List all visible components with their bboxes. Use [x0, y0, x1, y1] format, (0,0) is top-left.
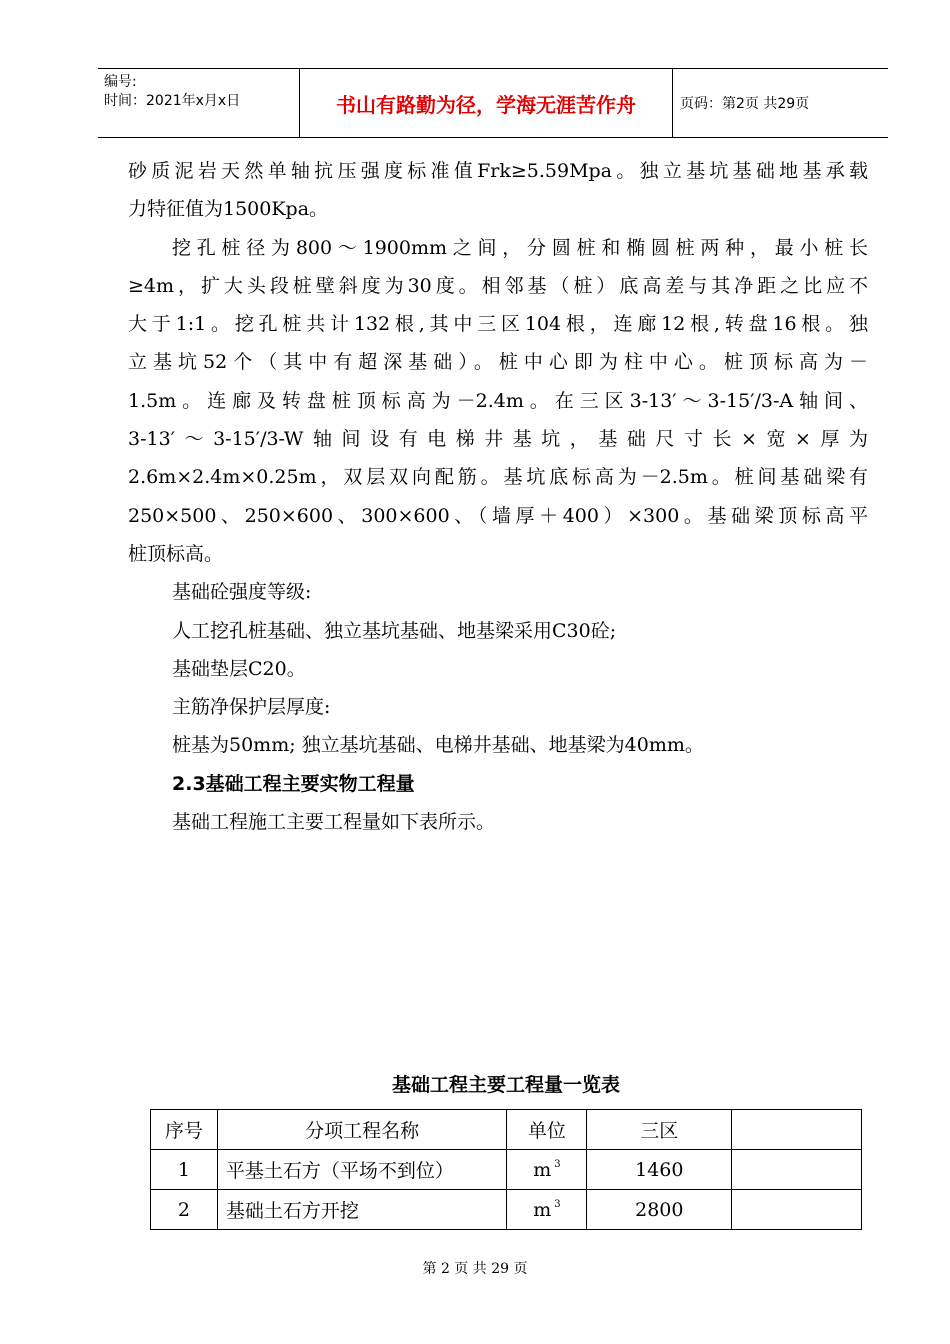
body-line: 3-13′～3-15′/3-W轴间设有电梯井基坑，基础尺寸长×宽×厚为 — [128, 428, 868, 451]
cell-no: 2 — [151, 1190, 218, 1230]
unit-superscript: 3 — [554, 1198, 561, 1210]
header-cell-unit: 单位 — [507, 1110, 587, 1150]
body-line: 挖孔桩径为800～1900mm之间，分圆桩和椭圆桩两种，最小桩长 — [172, 236, 868, 259]
cell-no: 1 — [151, 1150, 218, 1190]
header-cell-extra — [732, 1110, 862, 1150]
body-line: 立基坑52个（其中有超深基础）。桩中心即为柱中心。桩顶标高为－ — [128, 351, 868, 374]
page-footer: 第 2 页 共 29 页 — [422, 1261, 528, 1277]
body-line: 大于1:1。挖孔桩共计132根,其中三区104根，连廊12根,转盘16根。独 — [128, 313, 868, 336]
body-line: 1.5m。连廊及转盘桩顶标高为－2.4m。在三区3-13′～3-15′/3-A轴间、 — [128, 389, 868, 412]
cell-extra — [732, 1190, 862, 1230]
body-line: 2.6m×2.4m×0.25m，双层双向配筋。基坑底标高为－2.5m。桩间基础梁有 — [128, 466, 868, 489]
page-header — [98, 68, 888, 138]
header-meta — [104, 73, 299, 111]
cell-unit — [507, 1150, 587, 1190]
cell-qty: 2800 — [587, 1190, 732, 1230]
table-row — [151, 1150, 862, 1190]
cell-name: 平基土石方（平场不到位） — [217, 1150, 507, 1190]
header-cell-zone3: 三区 — [587, 1110, 732, 1150]
table-title: 基础工程主要工程量一览表 — [391, 1074, 620, 1096]
unit-text: m — [533, 1198, 552, 1221]
header-page-label: 页码：第2页 共29页 — [680, 96, 810, 112]
spec-line: 基础垫层C20。 — [172, 657, 306, 680]
table-header-row — [151, 1110, 862, 1150]
cell-name: 基础土石方开挖 — [217, 1190, 507, 1230]
spec-line: 主筋净保护层厚度: — [172, 696, 331, 719]
body-line: 力特征值为1500Kpa。 — [128, 198, 329, 221]
header-time-label: 时间：2021年x月x日 — [104, 93, 241, 109]
section-heading: 2.3基础工程主要实物工程量 — [172, 772, 415, 795]
cell-unit — [507, 1190, 587, 1230]
header-number-label: 编号: — [104, 74, 137, 90]
table-row — [151, 1190, 862, 1230]
header-cell-name: 分项工程名称 — [217, 1110, 507, 1150]
spec-line: 基础砼强度等级: — [172, 581, 312, 604]
quantity-table — [150, 1109, 862, 1230]
body-line: 砂质泥岩天然单轴抗压强度标准值Frk≥5.59Mpa。独立基坑基础地基承载 — [128, 160, 868, 182]
header-cell-no: 序号 — [151, 1110, 218, 1150]
body-line: ≥4m，扩大头段桩壁斜度为30度。相邻基（桩）底高差与其净距之比应不 — [128, 274, 868, 297]
header-motto: 书山有路勤为径，学海无涯苦作舟 — [299, 69, 673, 137]
cell-qty: 1460 — [587, 1150, 732, 1190]
unit-superscript: 3 — [554, 1158, 561, 1170]
body-line: 桩顶标高。 — [128, 542, 224, 565]
cell-extra — [732, 1150, 862, 1190]
document-body — [128, 152, 868, 841]
body-line: 250×500、250×600、300×600、（墙厚＋400）×300。基础梁顶标高平 — [128, 504, 868, 527]
unit-text: m — [533, 1158, 552, 1181]
spec-line: 人工挖孔桩基础、独立基坑基础、地基梁采用C30砼; — [172, 619, 617, 642]
spec-line: 桩基为50mm; 独立基坑基础、电梯井基础、地基梁为40mm。 — [172, 734, 704, 757]
section-intro: 基础工程施工主要工程量如下表所示。 — [172, 811, 496, 834]
